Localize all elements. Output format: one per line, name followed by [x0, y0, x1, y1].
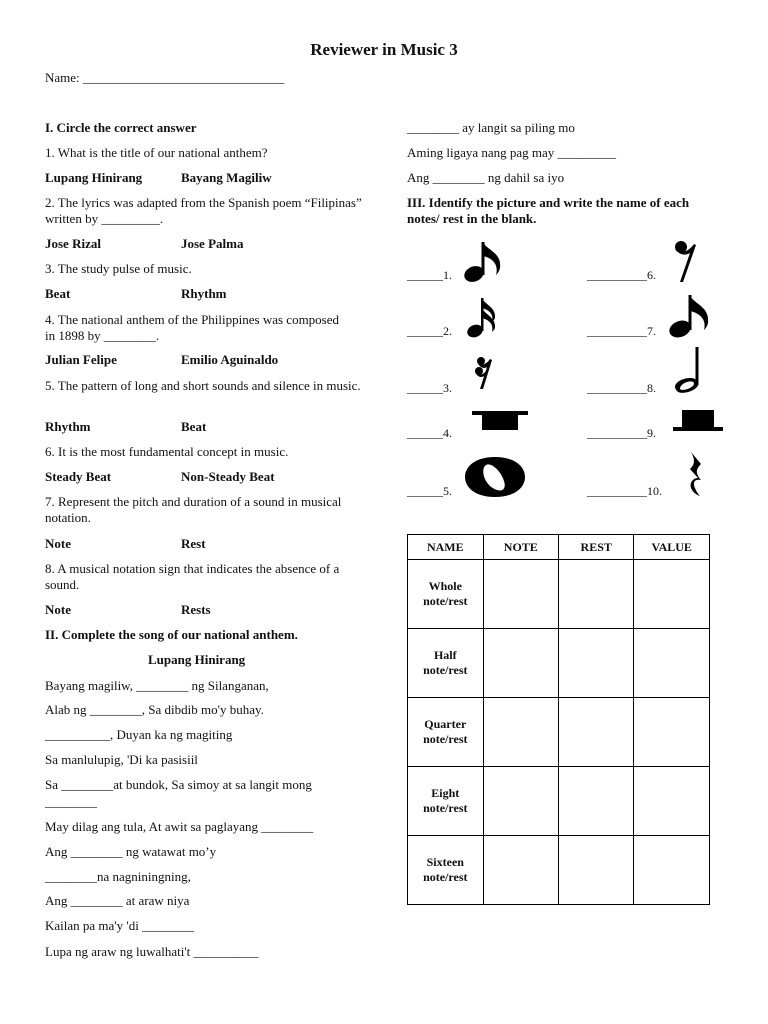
q3-choice-a[interactable]: Beat — [45, 286, 71, 301]
q8-choice-a[interactable]: Note — [45, 602, 71, 617]
col-header-value: VALUE — [634, 535, 710, 560]
question-6: 6. It is the most fundamental concept in music. — [45, 444, 289, 459]
row-name-line2: note/rest — [423, 663, 468, 677]
blank-7[interactable]: __________7. — [587, 324, 656, 338]
q3-choice-b[interactable]: Rhythm — [181, 286, 227, 301]
q5-choice-a[interactable]: Rhythm — [45, 419, 91, 434]
note-cell[interactable] — [483, 767, 558, 836]
blank-5[interactable]: ______5. — [407, 484, 452, 498]
question-8: 8. A musical notation sign that indicates the absence of a sound. — [45, 561, 340, 592]
value-cell[interactable] — [634, 836, 710, 905]
quarter-rest-icon — [686, 451, 708, 497]
blank-9[interactable]: __________9. — [587, 426, 656, 440]
q6-choice-a[interactable]: Steady Beat — [45, 469, 112, 484]
song-line-2: Alab ng ________, Sa dibdib mo'y buhay. — [45, 702, 264, 717]
name-field[interactable]: Name: _______________________________ — [45, 70, 285, 85]
song-line-1: Bayang magiliw, ________ ng Silanganan, — [45, 678, 269, 693]
row-name-cell — [408, 767, 484, 836]
sixteenth-rest-icon — [474, 355, 494, 391]
note-cell[interactable] — [483, 629, 558, 698]
q8-choice-b[interactable]: Rests — [181, 602, 211, 617]
rest-cell[interactable] — [559, 629, 634, 698]
note-cell[interactable] — [483, 698, 558, 767]
notes-table — [407, 534, 710, 905]
q1-choice-a[interactable]: Lupang Hinirang — [45, 170, 143, 185]
question-4: 4. The national anthem of the Philippines was composed in 1898 by ________. — [45, 312, 340, 343]
blank-2[interactable]: ______2. — [407, 324, 452, 338]
value-cell[interactable] — [634, 560, 710, 629]
song-title: Lupang Hinirang — [148, 652, 246, 667]
row-name-line1: Whole — [428, 579, 462, 593]
blank-8[interactable]: __________8. — [587, 381, 656, 395]
col-header-rest: REST — [559, 535, 634, 560]
rest-cell[interactable] — [559, 560, 634, 629]
sixteenth-note-icon — [466, 296, 502, 340]
row-name-cell — [408, 698, 484, 767]
part2-heading: II. Complete the song of our national anthem. — [45, 627, 298, 642]
row-name-line2: note/rest — [423, 870, 468, 884]
song-line-4: Sa manlulupig, 'Di ka pasisiil — [45, 752, 198, 767]
song-line-8: Ang ________ ng watawat mo’y — [45, 844, 217, 859]
song-line-3: __________, Duyan ka ng magiting — [45, 727, 233, 742]
song-line-14: Aming ligaya nang pag may _________ — [407, 145, 617, 160]
eighth-note-icon — [667, 292, 715, 340]
blank-3[interactable]: ______3. — [407, 381, 452, 395]
value-cell[interactable] — [634, 698, 710, 767]
blank-6[interactable]: __________6. — [587, 268, 656, 282]
song-line-11: Kailan pa ma'y 'di ________ — [45, 918, 195, 933]
value-cell[interactable] — [634, 767, 710, 836]
q5-choice-b[interactable]: Beat — [181, 419, 207, 434]
part3-heading: III. Identify the picture and write the name of each notes/ rest in the blank. — [407, 195, 690, 226]
rest-cell[interactable] — [559, 698, 634, 767]
row-name-line2: note/rest — [423, 594, 468, 608]
song-line-6: ________ — [45, 794, 97, 809]
row-name-line1: Sixteen — [426, 855, 464, 869]
row-name-line2: note/rest — [423, 732, 468, 746]
row-name-cell — [408, 629, 484, 698]
whole-note-icon — [464, 456, 526, 498]
half-rest-icon — [472, 411, 528, 433]
table-row — [408, 836, 710, 905]
table-row — [408, 698, 710, 767]
question-3: 3. The study pulse of music. — [45, 261, 192, 276]
col-header-note: NOTE — [483, 535, 558, 560]
song-line-7: May dilag ang tula, At awit sa paglayang ________ — [45, 819, 314, 834]
q4-choice-b[interactable]: Emilio Aguinaldo — [181, 352, 279, 367]
blank-10[interactable]: __________10. — [587, 484, 662, 498]
half-note-icon — [671, 347, 711, 397]
table-row — [408, 767, 710, 836]
note-cell[interactable] — [483, 560, 558, 629]
song-line-13: ________ ay langit sa piling mo — [407, 120, 575, 135]
eighth-rest-icon — [673, 238, 699, 284]
eighth-note-icon — [462, 238, 508, 284]
table-header-row — [408, 535, 710, 560]
row-name-line1: Quarter — [424, 717, 467, 731]
q1-choice-b[interactable]: Bayang Magiliw — [181, 170, 272, 185]
q7-choice-b[interactable]: Rest — [181, 536, 206, 551]
q4-choice-a[interactable]: Julian Felipe — [45, 352, 117, 367]
row-name-line1: Half — [433, 648, 457, 662]
question-5: 5. The pattern of long and short sounds and silence in music. — [45, 378, 361, 393]
table-row — [408, 560, 710, 629]
value-cell[interactable] — [634, 629, 710, 698]
question-2: 2. The lyrics was adapted from the Spanish poem “Filipinas” written by _________. — [45, 195, 362, 226]
question-7: 7. Represent the pitch and duration of a sound in musical notation. — [45, 494, 342, 525]
song-line-9: ________na nagniningning, — [45, 869, 191, 884]
question-1: 1. What is the title of our national anthem? — [45, 145, 268, 160]
rest-cell[interactable] — [559, 767, 634, 836]
song-line-15: Ang ________ ng dahil sa iyo — [407, 170, 565, 185]
q6-choice-b[interactable]: Non-Steady Beat — [181, 469, 275, 484]
q2-choice-a[interactable]: Jose Rizal — [45, 236, 101, 251]
blank-4[interactable]: ______4. — [407, 426, 452, 440]
row-name-line1: Eight — [431, 786, 460, 800]
blank-1[interactable]: ______1. — [407, 268, 452, 282]
q2-choice-b[interactable]: Jose Palma — [181, 236, 244, 251]
row-name-cell — [408, 836, 484, 905]
row-name-cell — [408, 560, 484, 629]
song-line-12: Lupa ng araw ng luwalhati't __________ — [45, 944, 259, 959]
part1-heading: I. Circle the correct answer — [45, 120, 197, 135]
row-name-line2: note/rest — [423, 801, 468, 815]
table-row — [408, 629, 710, 698]
page-title: Reviewer in Music 3 — [310, 40, 458, 59]
song-line-10: Ang ________ at araw niya — [45, 893, 190, 908]
song-line-5: Sa ________at bundok, Sa simoy at sa langit mong — [45, 777, 312, 792]
rest-cell[interactable] — [559, 836, 634, 905]
whole-rest-icon — [673, 410, 723, 436]
col-header-name: NAME — [408, 535, 484, 560]
note-cell[interactable] — [483, 836, 558, 905]
q7-choice-a[interactable]: Note — [45, 536, 71, 551]
